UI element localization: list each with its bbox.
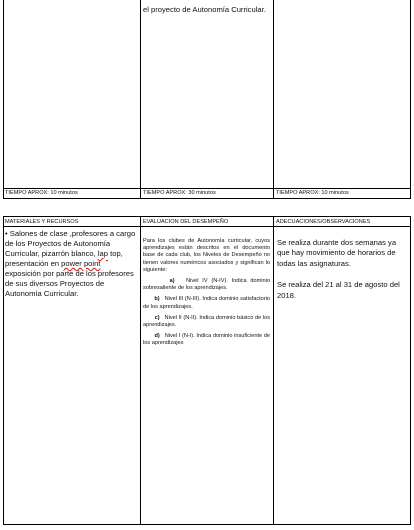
evaluacion-intro: Para los clubes de Autonomía curricular, cuyos aprendizajes están descritos en el documento base de cada club, los Niveles de Desempeño no tienen valores numéricos asociados y significan lo siguiente: <box>143 238 270 273</box>
spellcheck-power-point: power point <box>61 259 101 268</box>
evaluacion-text <box>143 238 270 348</box>
level-item: d) Nivel I (N-I). Indica dominio insuficiente de los aprendizajes <box>143 333 270 347</box>
spellcheck-lap: lap <box>97 249 108 258</box>
materiales-text: • Salones de clase ,profesores a cargo de los Proyectos de Autonomía Curricular, pizarrón blanco, lap top, presentación en power point exposición por parte de los profesores de sus diversos Proyectos de Autonomía Curricular. <box>5 229 136 298</box>
level-item: b) Nivel III (N-III). Indica dominio satisfactorio de los aprendizajes. <box>143 296 270 310</box>
level-item: a) Nivel IV (N-IV). Indica dominio sobresaliente de los aprendizajes. <box>143 278 270 292</box>
bullet: • <box>5 229 8 238</box>
level-item: c) Nivel II (N-II). Indica dominio básico de los aprendizajes. <box>143 314 270 329</box>
adecuaciones-text <box>277 238 407 301</box>
tiempo-cell-3: TIEMPO APROX: 10 minutos <box>276 190 349 196</box>
header-adecuaciones: ADECUACIONES/OBSERVACIONES <box>276 219 371 225</box>
adecuaciones-p2: Se realiza del 21 al 31 de agosto del 2018. <box>277 280 400 300</box>
header-materiales: MATERIALES Y RECURSOS <box>5 219 79 225</box>
top-middle-text: el proyecto de Autonomía Curricular. <box>143 5 266 14</box>
header-evaluacion: EVALUACION DEL DESEMPEÑO <box>143 219 229 225</box>
tiempo-cell-1: TIEMPO APROX: 10 minutos <box>5 190 78 196</box>
adecuaciones-p1: Se realiza durante dos semanas ya que hay movimiento de horarios de todas las asignaturas. <box>277 238 397 268</box>
tiempo-cell-2: TIEMPO APROX: 30 minutos <box>143 190 216 196</box>
